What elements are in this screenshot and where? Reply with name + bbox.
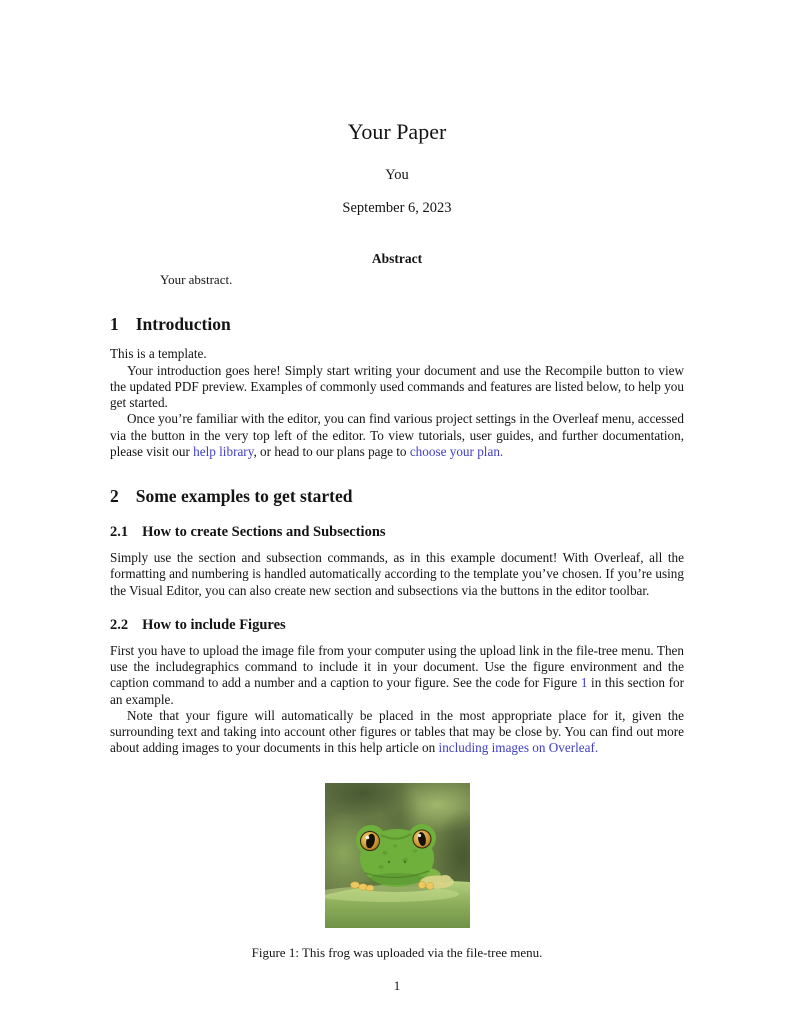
paragraph xyxy=(110,411,684,460)
text-run: Your introduction goes here! Simply start writing your document and use the Recompile button to view the updated PDF preview. Examples of commonly used commands and features are listed below, to help you get started. xyxy=(110,362,684,411)
subsection-heading-sections xyxy=(110,524,684,541)
paper-author: You xyxy=(385,167,409,184)
text-run: Simply use the section and subsection commands, as in this example document! With Overleaf, all the formatting and numbering is handled automatically according to the template you’ve chosen. If you’re using the Visual Editor, you can also create new section and subsections via the buttons in the editor toolbar. xyxy=(110,550,684,598)
inline-link[interactable]: help library xyxy=(193,444,254,459)
text-run: in this section for an example. xyxy=(110,675,684,707)
paper-date: September 6, 2023 xyxy=(342,200,452,217)
inline-link[interactable]: including images on Overleaf. xyxy=(438,740,599,756)
paragraph xyxy=(110,346,684,362)
inline-link[interactable]: choose your plan. xyxy=(409,444,504,459)
abstract-text: Your abstract. xyxy=(160,272,233,288)
inline-link[interactable]: 1 xyxy=(580,675,588,691)
paper-title: Your Paper xyxy=(347,119,447,144)
section-title: Some examples to get started xyxy=(135,486,353,507)
abstract-heading: Abstract xyxy=(371,251,423,267)
subsection-number: 2.2 xyxy=(110,616,129,633)
subsection-heading-figures xyxy=(110,617,684,634)
figure-1 xyxy=(110,783,684,961)
text-run: This is a template. xyxy=(110,346,207,362)
section-heading-introduction xyxy=(110,314,684,334)
subsection-title: How to create Sections and Subsections xyxy=(142,524,386,541)
text-run: Once you’re familiar with the editor, you can find various project settings in the Overleaf menu, accessed via the button in the very top left of the editor. To view tutorials, user guides, and further documentation, please visit our xyxy=(110,411,684,459)
frog-image xyxy=(325,783,470,928)
paragraph xyxy=(110,708,684,757)
subsection-number: 2.1 xyxy=(110,524,129,541)
subsection-title: How to include Figures xyxy=(142,616,286,633)
text-run: Note that your figure will automatically be placed in the most appropriate place for it, given the surrounding text and taking into account other figures or tables that may be close by. You can find out more about adding images to your documents in this help article on xyxy=(110,707,684,756)
section-number: 2 xyxy=(110,486,119,507)
paragraph xyxy=(110,550,684,599)
section-number: 1 xyxy=(110,314,119,335)
text-run: First you have to upload the image file from your computer using the upload link in the file-tree menu. Then use the includegraphics command to include it in your document. Use the figure environment and the caption command to add a number and a caption to your figure. See the code for Figure xyxy=(110,642,684,691)
section-heading-examples xyxy=(110,486,684,506)
section-title: Introduction xyxy=(135,314,231,335)
paragraph xyxy=(110,643,684,708)
paragraph xyxy=(110,363,684,412)
figure-caption: Figure 1: This frog was uploaded via the file-tree menu. xyxy=(251,944,543,960)
abstract-section xyxy=(110,251,684,288)
text-run: , or head to our plans page to xyxy=(253,444,410,459)
page-number: 1 xyxy=(393,978,401,993)
